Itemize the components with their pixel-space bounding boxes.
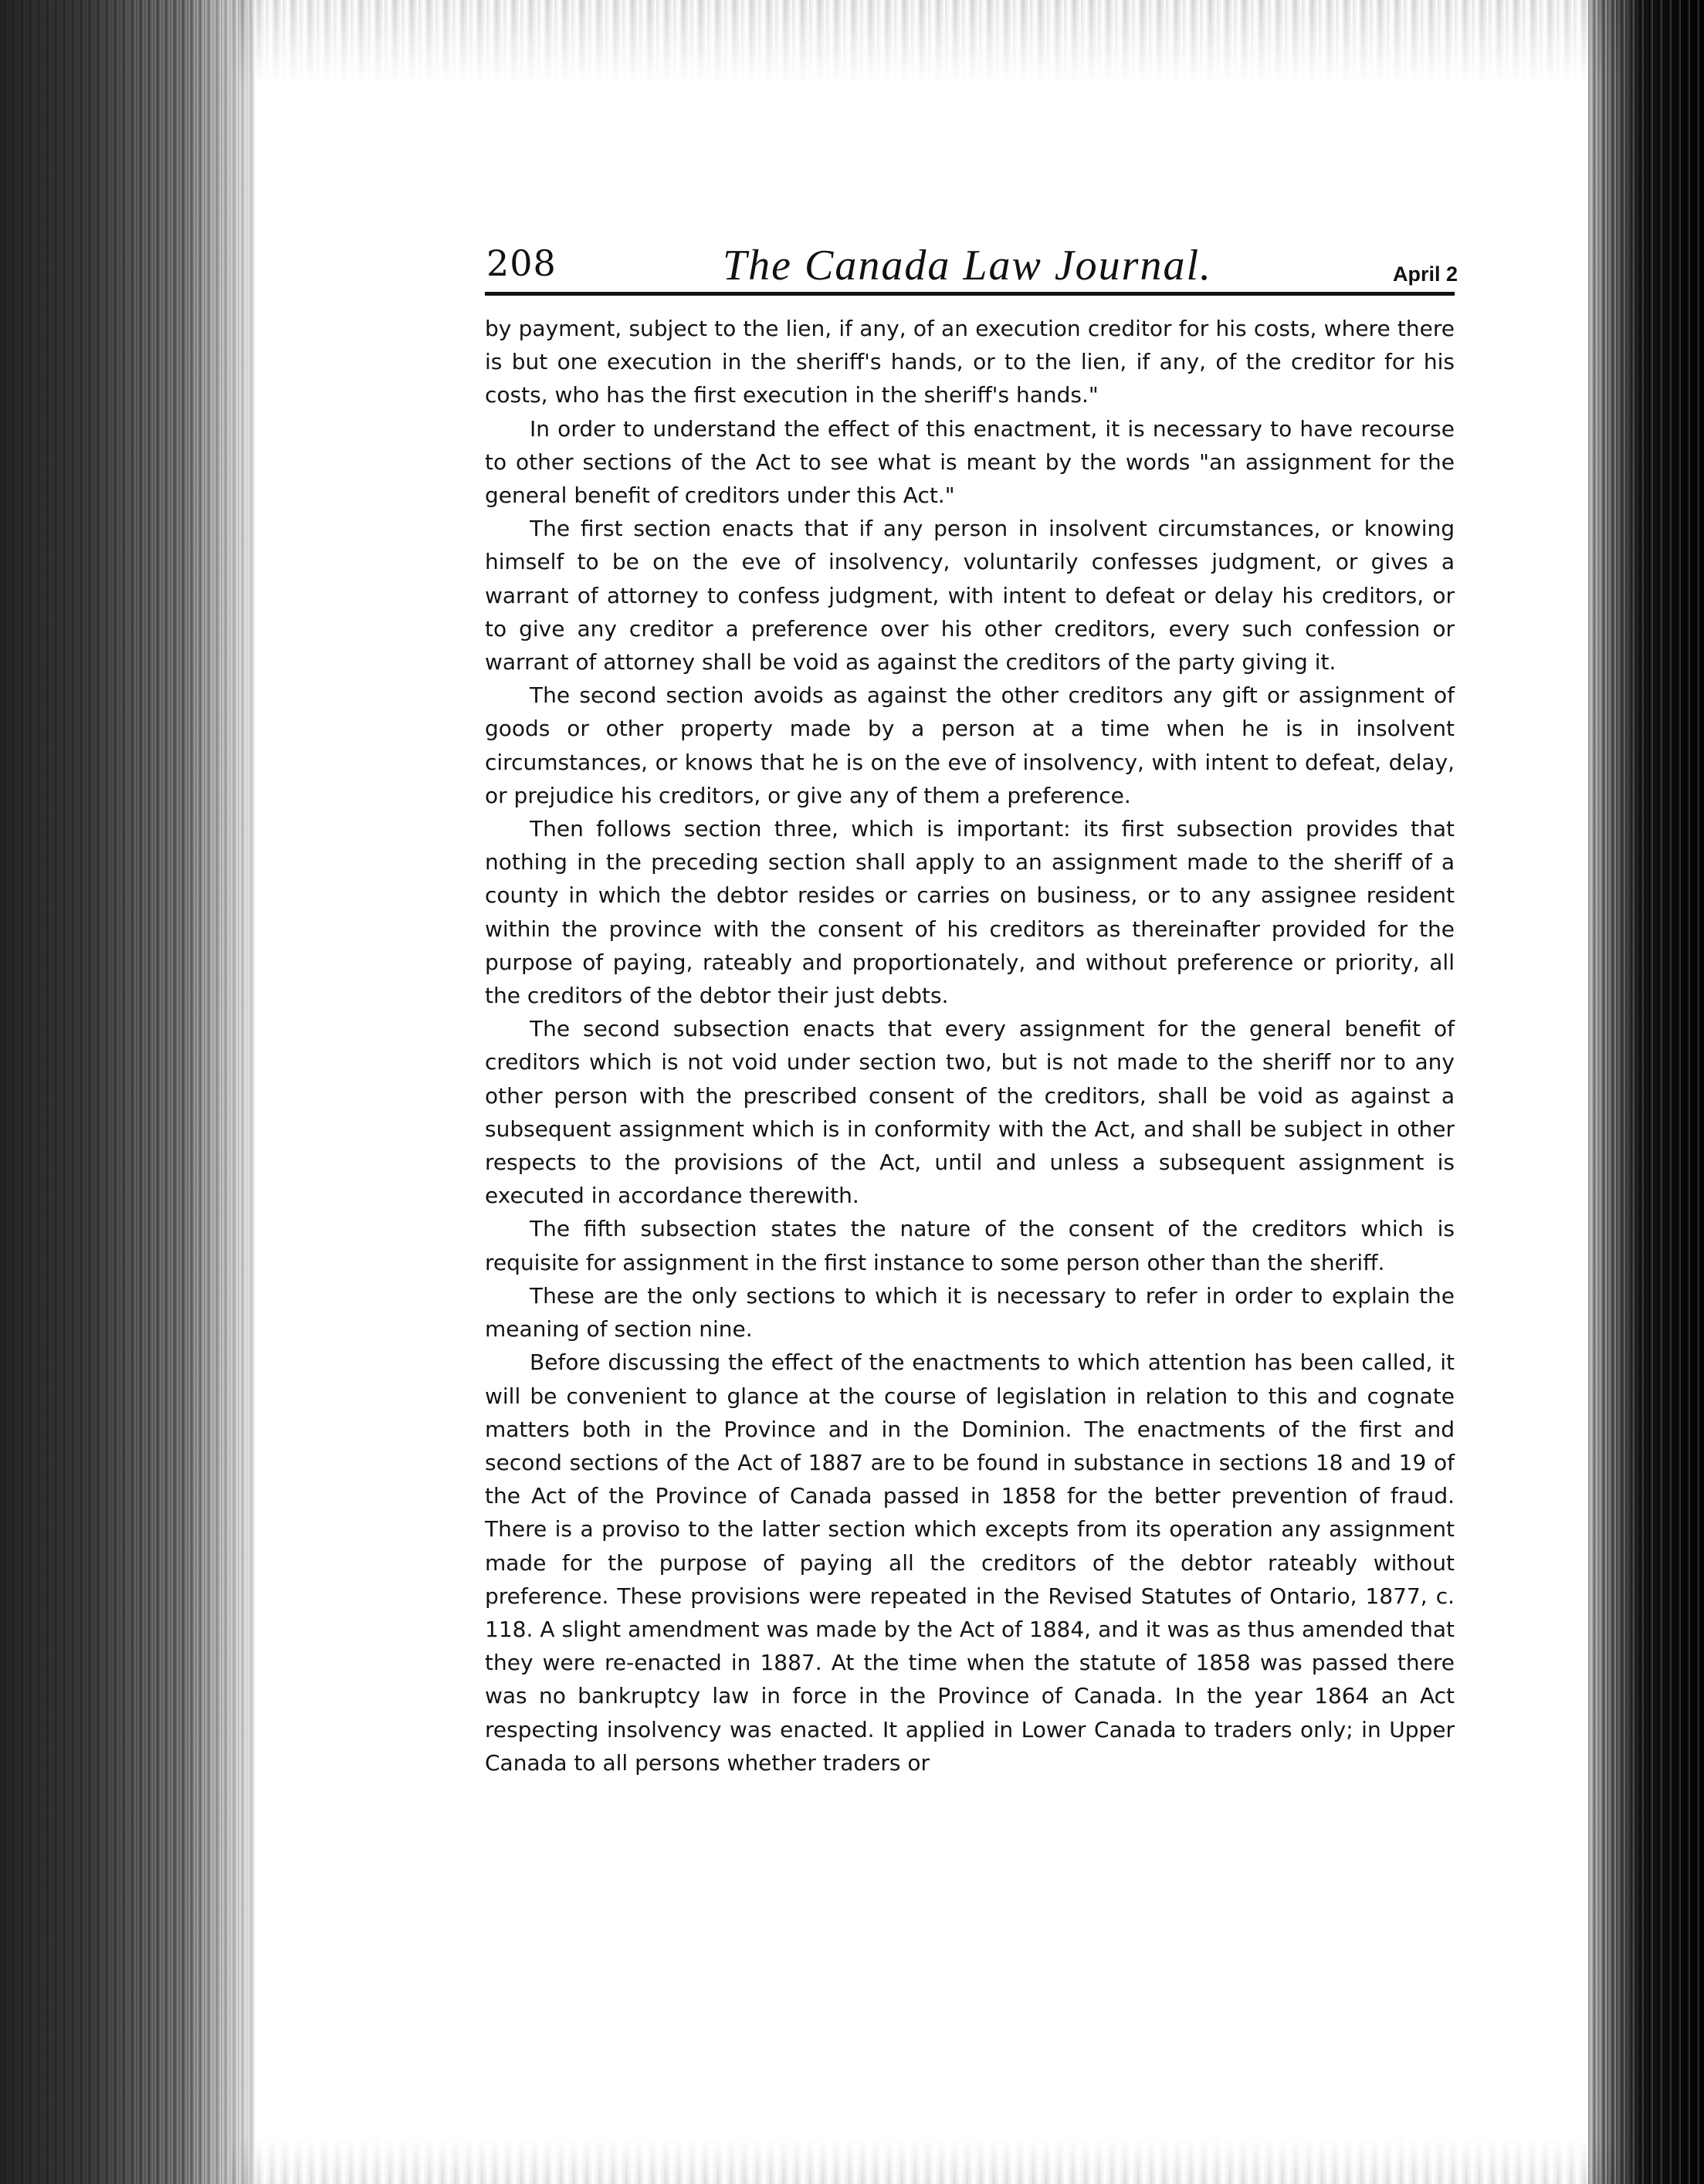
journal-title: The Canada Law Journal. xyxy=(722,242,1213,290)
running-head xyxy=(485,238,1458,293)
issue-date: April 2 xyxy=(1392,262,1458,286)
scan-bottom-edge xyxy=(232,2138,1621,2184)
page-number: 208 xyxy=(486,242,557,284)
paragraph: In order to understand the effect of this enactment, it is necessary to have recourse to other sections of the Act to see what is meant by the words "an assignment for the general benefit of creditors under this Act." xyxy=(485,415,1455,509)
article-body xyxy=(485,312,1455,2126)
paragraph: The second section avoids as against the other creditors any gift or assignment of goods or other property made by a person at a time when he is in insolvent circumstances, or knows that he is on the eve of insolvency, with intent to defeat, delay, or prejudice his creditors, or give any of them a preference. xyxy=(485,682,1455,808)
paragraph: Before discussing the effect of the enactments to which attention has been called, it will be convenient to glance at the course of legislation in relation to this and cognate matters both in the Province and in the Dominion. The enactments of the first and second sections of the Act of 1887 are to be found in substance in sections 18 and 19 of the Act of the Province of Canada passed in 1858 for the better prevention of fraud. There is a proviso to the latter section which excepts from its operation any assignment made for the purpose of paying all the creditors of the debtor rateably without preference. These provisions were repeated in the Revised Statutes of Ontario, 1877, c. 118. A slight amendment was made by the Act of 1884, and it was as thus amended that they were re-enacted in 1887. At the time when the statute of 1858 was passed there was no bankruptcy law in force in the Province of Canada. In the year 1864 an Act respecting insolvency was enacted. It applied in Lower Canada to traders only; in Upper Canada to all persons whether traders or xyxy=(485,1349,1455,1776)
paragraph: These are the only sections to which it is necessary to refer in order to explain the meaning of section nine. xyxy=(485,1282,1455,1343)
scan-top-edge xyxy=(232,0,1621,85)
paragraph: Then follows section three, which is important: its first subsection provides that nothing in the preceding section shall apply to an assignment made to the sheriff of a county in which the debtor resides or carries on business, or to any assignee resident within the province with the consent of his creditors as thereinafter provided for the purpose of paying, rateably and proportionately, and without preference or priority, all the creditors of the debtor their just debts. xyxy=(485,816,1455,1009)
paragraph: The second subsection enacts that every assignment for the general benefit of creditors which is not void under section two, but is not made to the sheriff nor to any other person with the prescribed consent of the creditors, shall be void as against a subsequent assignment which is in conformity with the Act, and shall be subject in other respects to the provisions of the Act, until and unless a subsequent assignment is executed in accordance therewith. xyxy=(485,1016,1455,1209)
scan-right-edge-fade xyxy=(1534,0,1604,2184)
scan-left-edge-fade xyxy=(185,0,293,2184)
paragraph: The first section enacts that if any person in insolvent circumstances, or knowing himself to be on the eve of insolvency, voluntarily confesses judgment, or gives a warrant of attorney to confess judgment, with intent to defeat or delay his creditors, or to give any creditor a preference over his other creditors, every such confession or warrant of attorney shall be void as against the creditors of the party giving it. xyxy=(485,516,1455,676)
paragraph: by payment, subject to the lien, if any, of an execution creditor for his costs, where there is but one execution in the sheriff's hands, or to the lien, if any, of the creditor for his costs, who has the first execution in the sheriff's hands." xyxy=(485,316,1455,408)
header-rule xyxy=(485,292,1455,296)
scan-right-edge xyxy=(1588,0,1704,2184)
paragraph: The fifth subsection states the nature of the consent of the creditors which is requisite for assignment in the first instance to some person other than the sheriff. xyxy=(485,1216,1455,1275)
